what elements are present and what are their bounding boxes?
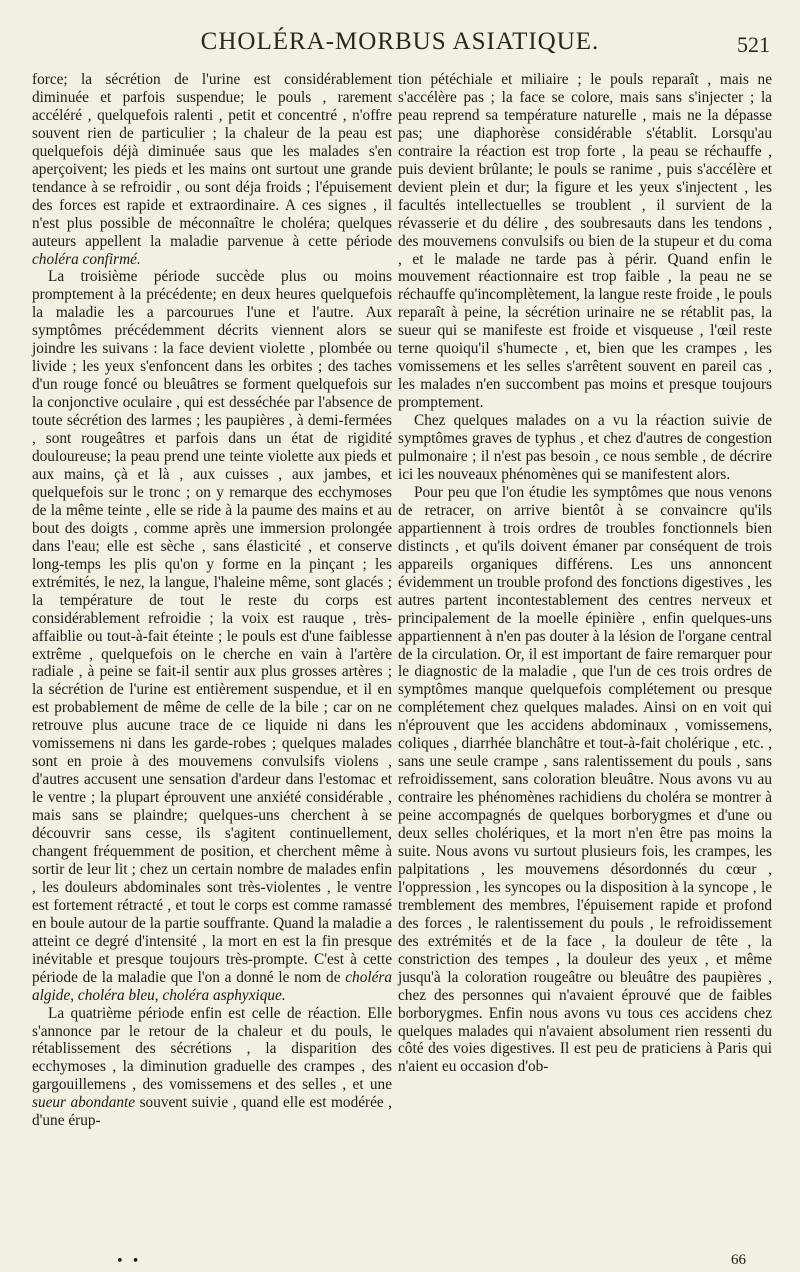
footer-mark: • •	[116, 1254, 142, 1269]
paragraph-text: La quatrième période enfin est celle de réaction. Elle s'annonce par le retour de la chaleur et du pouls, le rétablissement des sécrétions , la disparition des ecchymoses , la diminution graduelle des crampes , des gargouillemens , des vomissemens et des selles , et une	[32, 1004, 392, 1094]
signature-number: 66	[731, 1252, 746, 1268]
paragraph-third-period: La troisième période succède plus ou moins promptement à la précédente; en deux heures quelquefois la maladie les a parcourues l'une et l'autre. Aux symptômes précédemment décrits viennent alors se joindre les suivans : la face devient violette , plombée ou livide ; les yeux s'enfoncent dans les orbites ; des taches d'un rouge foncé ou bleuâtres se forment quelquefois sur la conjonctive oculaire , qui est desséchée par l'absence de toute sécrétion des larmes ; les paupières , à demi-fermées , sont rougeâtres et parfois dans un état de rigidité douloureuse; la peau prend une teinte violette aux pieds et aux mains, çà et là , aux cuisses , aux jambes, et quelquefois sur le tronc ; on y remarque des ecchymoses de la même teinte , elle se ride à la paume des mains et au bout des doigts , comme après une immersion prolongée dans l'eau; elle est sèche , sans élasticité , et conserve long-temps les plis qu'on y forme en la pinçant ; les extrémités, le nez, la langue, l'haleine même, sont glacés ; la température de tout le reste du corps est considérablement refroidie ; la voix est rauque , très-affaiblie ou tout-à-fait éteinte ; le pouls est d'une faiblesse extrême , quelquefois on le cherche en vain à l'artère radiale , à peine se fait-il sentir aux plus grosses artères ; la sécrétion de l'urine est entièrement suspendue, et il en est probablement de même de celle de la bile ; car on ne retrouve plus aucune trace de ce liquide ni dans les vomissemens ni dans les garde-robes ; quelques malades sont en proie à des mouvemens convulsifs violens , d'autres accusent une sensation d'ardeur dans l'estomac et le ventre ; la plupart éprouvent une anxiété considérable , mais sans se plaindre; quelques-uns cherchent à se découvrir sans cesse, ils s'agitent continuellement, changent fréquemment de position, et cherchent même à sortir de leur lit ; chez un certain nombre de malades enfin , les douleurs abdominales sont très-violentes , le ventre est fortement rétracté , et tout le corps est comme ramassé en boule autour de la partie souffrante. Quand la maladie a atteint ce degré d'intensité , la mort en est la fin presque inévitable et presque toujours très-prompte. C'est à cette période de la maladie que l'on a donné le nom de choléra algide, choléra bleu, choléra asphyxique.	[32, 268, 392, 1004]
page-header	[0, 22, 800, 62]
paragraph-continuation: tion pétéchiale et miliaire ; le pouls reparaît , mais ne s'accélère pas ; la face se colore, mais sans s'injecter ; la peau reprend sa température naturelle , mais ne la dépasse pas; une diaphorèse considérable s'établit. Lorsqu'au contraire la réaction est trop forte , la peau se réchauffe , puis devient brûlante; le pouls se ranime , puis s'accélère et devient plein et dur; la figure et les yeux s'injectent , les facultés intellectuelles se troublent , il survient de la révasserie et du délire , des soubresauts dans les tendons , des mouvemens convulsifs ou bien de la stupeur et du coma , et le malade ne tarde pas à périr. Quand enfin le mouvement réactionnaire est trop faible , la peau ne se réchauffe qu'incomplètement, la langue reste froide , le pouls reparaît à peine, la sécrétion urinaire ne se rétablit pas, la sueur qui se manifeste est froide et visqueuse , l'œil reste terne quoiqu'il s'humecte , et, bien que les crampes , les vomissemens et les selles s'arrêtent souvent en pareil cas , les malades n'en succombent pas moins et presque toujours promptement.	[398, 71, 772, 412]
emphasis-term: choléra asphyxique.	[162, 986, 286, 1004]
paragraph-text: La troisième période succède plus ou moins promptement à la précédente; en deux heures quelquefois la maladie les a parcourues l'une et l'autre. Aux symptômes précédemment décrits viennent alors se joindre les suivans : la face devient violette , plombée ou livide ; les yeux s'enfoncent dans les orbites ; des taches d'un rouge foncé ou bleuâtres se forment quelquefois sur la conjonctive oculaire , qui est desséchée par l'absence de toute sécrétion des larmes ; les paupières , à demi-fermées , sont rougeâtres et parfois dans un état de rigidité douloureuse; la peau prend une teinte violette aux pieds et aux mains, çà et là , aux cuisses , aux jambes, et quelquefois sur le tronc ; on y remarque des ecchymoses de la même teinte , elle se ride à la paume des mains et au bout des doigts , comme après une immersion prolongée dans l'eau; elle est sèche , sans élasticité , et conserve long-temps les plis qu'on y forme en la pinçant ; les extrémités, le nez, la langue, l'haleine même, sont glacés ; la température de tout le reste du corps est considérablement refroidie ; la voix est rauque , très-affaiblie ou tout-à-fait éteinte ; le pouls est d'une faiblesse extrême , quelquefois on le cherche en vain à l'artère radiale , à peine se fait-il sentir aux plus grosses artères ; la sécrétion de l'urine est entièrement suspendue, et il en est probablement de même de celle de la bile ; car on ne retrouve plus aucune trace de ce liquide ni dans les vomissemens ni dans les garde-robes ; quelques malades sont en proie à des mouvemens convulsifs violens , d'autres accusent une sensation d'ardeur dans l'estomac et le ventre ; la plupart éprouvent une anxiété considérable , mais sans se plaindre; quelques-uns cherchent à se découvrir sans cesse, ils s'agitent continuellement, changent fréquemment de position, et cherchent même à sortir de leur lit ; chez un certain nombre de malades enfin , les douleurs abdominales sont très-violentes , le ventre est fortement rétracté , et tout le corps est comme ramassé en boule autour de la partie souffrante. Quand la maladie a atteint ce degré d'intensité , la mort en est la fin presque inévitable et presque toujours très-prompte. C'est à cette période de la maladie que l'on a donné le nom de	[32, 268, 392, 986]
emphasis-term: choléra confirmé.	[32, 250, 141, 268]
left-column	[32, 71, 392, 1130]
paragraph-text: force; la sécrétion de l'urine est considérablement diminuée et parfois suspendue; le pouls , rarement accéléré , quelquefois ralenti , petit et concentré , n'offre souvent rien de particulier ; la chaleur de la peau est quelquefois déjà diminuée saus que les malades s'en aperçoivent; les pieds et les mains ont surtout une grande tendance à se refroidir , ou sont déja froids ; l'épuisement des forces est rapide et extraordinaire. A ces signes , il n'est plus possible de méconnaître le choléra; quelques auteurs appellent la maladie parvenue à cette période	[32, 71, 392, 250]
running-title: CHOLÉRA-MORBUS ASIATIQUE.	[200, 28, 600, 55]
emphasis-term: sueur abondante	[32, 1094, 136, 1112]
emphasis-term: choléra algide	[32, 968, 392, 1004]
paragraph-fourth-period	[32, 1005, 392, 1131]
right-column	[398, 71, 772, 1076]
page-number: 521	[737, 32, 770, 57]
paragraph-continuation	[32, 71, 392, 268]
emphasis-term: choléra bleu	[77, 986, 155, 1004]
paragraph-symptom-orders: Pour peu que l'on étudie les symptômes que nous venons de retracer, on arrive bientôt à se convaincre qu'ils appartiennent à trois ordres de troubles fonctionnels bien distincts , et qu'ils doivent émaner par conséquent de trois appareils organiques différens. Les uns annoncent évidemment un trouble profond des fonctions digestives , les autres partent incontestablement des centres nerveux et principalement de la moelle épinière , enfin quelques-uns appartiennent à n'en pas douter à la lésion de l'organe central de la circulation. Or, il est important de faire remarquer pour le diagnostic de la maladie , que l'un de ces trois ordres de symptômes manque quelquefois complétement ou presque complétement chez quelques malades. Ainsi on en voit qui n'éprouvent que les accidens abdominaux , vomissemens, coliques , diarrhée blanchâtre et tout-à-fait cholérique , etc. , sans une seule crampe , sans ralentissement du pouls , sans refroidissement, sans coloration bleuâtre. Nous avons vu au contraire les phénomènes rachidiens du choléra se montrer à peine accompagnés de quelques borborygmes et d'une ou deux selles cholériques, et la mort n'en être pas moins la suite. Nous avons vu surtout plusieurs fois, les crampes, les palpitations , les mouvemens désordonnés du cœur , l'oppression , les syncopes ou la disposition à la syncope , le tremblement des membres, l'épuisement rapide et profond des forces , le ralentissement du pouls , le refroidissement des extrémités et de la face , la douleur de tête , la constriction des tempes , la douleur des yeux , et même jusqu'à la coloration rougeâtre ou bleuâtre des paupières , chez des personnes qui n'avaient éprouvé que de faibles borborygmes. Enfin nous avons vu tous ces accidens chez quelques malades qui n'avaient absolument rien ressenti du côté des voies digestives. Il est peu de praticiens à Paris qui n'aient eu occasion d'ob-	[398, 483, 772, 1076]
paragraph-typhus: Chez quelques malades on a vu la réaction suivie de symptômes graves de typhus , et chez d'autres de congestion pulmonaire ; il n'est pas besoin , ce nous semble , de décrire ici les nouveaux phénomènes qui se manifestent alors.	[398, 412, 772, 483]
paragraph-text: souvent suivie , quand elle est modérée , d'une érup-	[32, 1094, 393, 1130]
